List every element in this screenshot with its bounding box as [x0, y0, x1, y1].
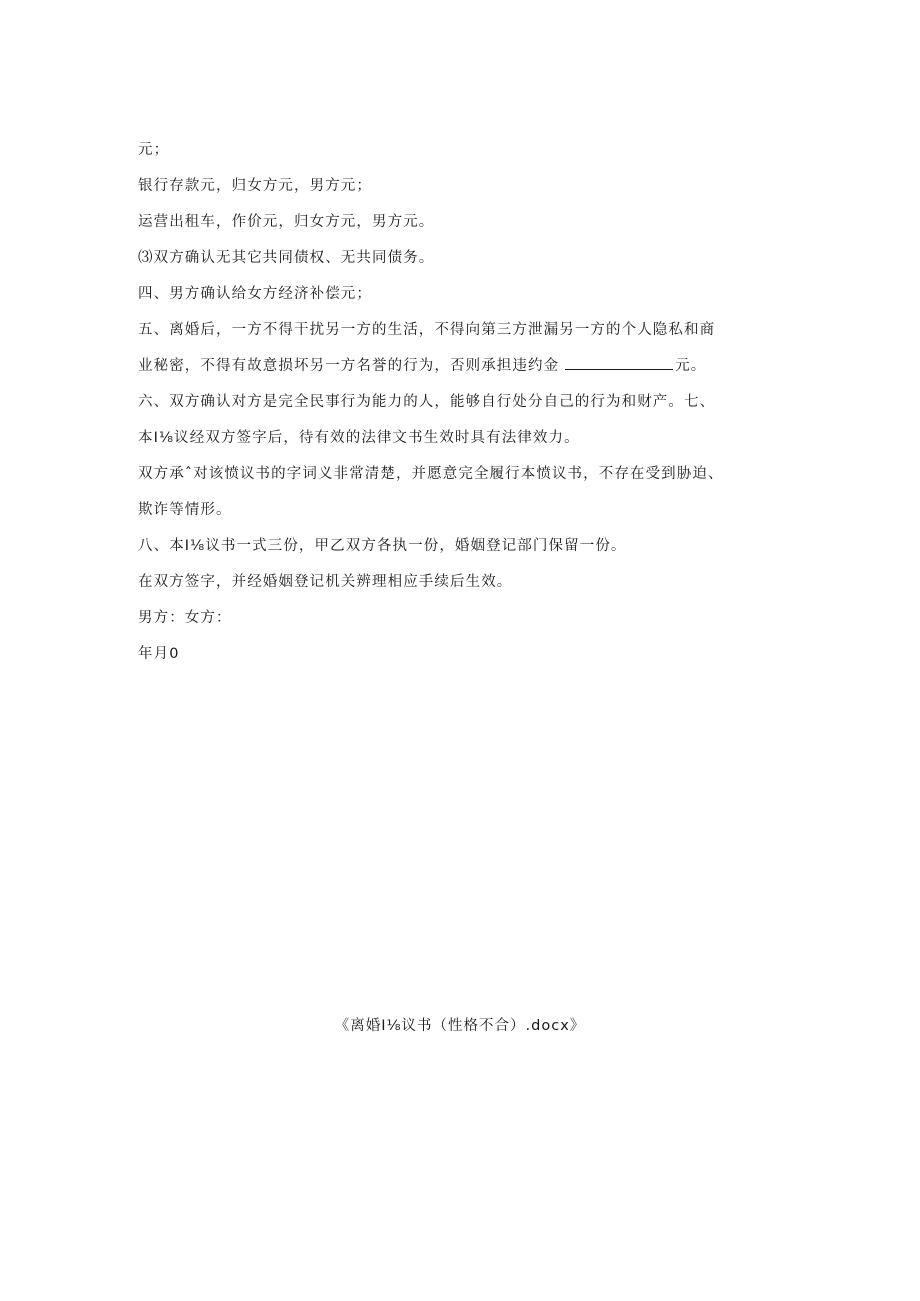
document-filename: 《离婚I⅛议书（性格不合）.docx》 [334, 1018, 586, 1034]
signature-line: 男方：女方： [138, 610, 232, 626]
text-line: 五、离婚后，一方不得干扰另一方的生活，不得向第三方泄漏另一方的个人隐私和商 [138, 322, 716, 338]
clause-six-text: 双方确认对方是完全民事行为能力的人，能够自行处分自己的行为和财产。七、 [169, 394, 716, 410]
text-line: 运营出租车，作价元，归女方元，男方元。 [138, 214, 435, 230]
text-line: 元； [138, 142, 170, 158]
penalty-line [138, 348, 798, 384]
document-body [138, 132, 798, 672]
text-line: 欺诈等情形。 [138, 502, 232, 518]
text-line: ⑶双方确认无其它共同债权、无共同债务。 [138, 250, 435, 266]
text-line: 八、本I⅛议书一式三份，甲乙双方各执一份，婚姻登记部门保留一份。 [138, 538, 627, 554]
date-line: 年月0 [138, 646, 180, 662]
text-line: 双方承ˆ对该愤议书的字词义非常清楚，并愿意完全履行本愤议书，不存在受到胁迫、 [138, 466, 724, 482]
text-line: 本I⅛议经双方签字后，待有效的法律文书生效时具有法律效力。 [138, 430, 580, 446]
blank-underline [565, 357, 673, 370]
text-line: 在双方签字，并经婚姻登记机关辨理相应手续后生效。 [138, 574, 513, 590]
penalty-suffix: 元。 [675, 358, 707, 374]
text-line [138, 384, 798, 420]
text-line: 四、男方确认给女方经济补偿元； [138, 286, 372, 302]
clause-six-prefix: 六、 [138, 394, 170, 410]
text-line: 银行存款元，归女方元，男方元； [138, 178, 372, 194]
penalty-text: 业秘密，不得有故意损坏另一方名誉的行为，否则承担违约金 [138, 358, 560, 374]
